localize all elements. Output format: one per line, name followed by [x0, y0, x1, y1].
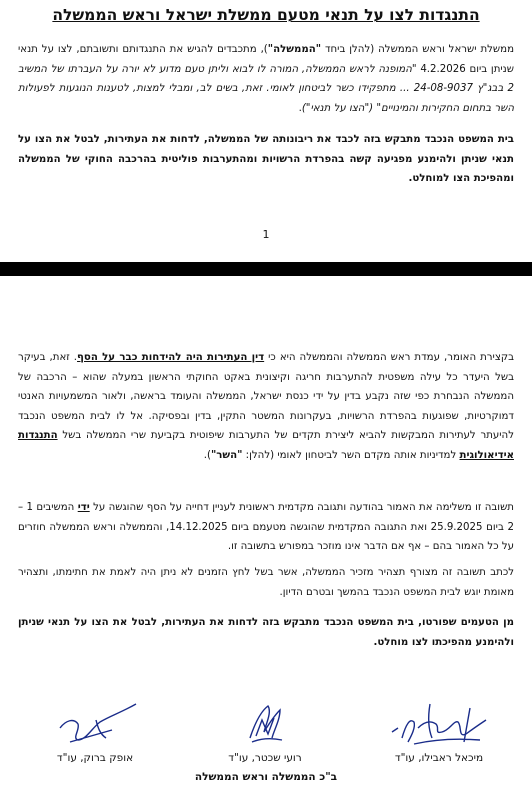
signatory-name: מיכאל ראבילו, עו"ד	[394, 752, 484, 764]
request-text: בית המשפט הנכבד מתבקש בזה לכבד את ריבונותה של הממשלה, לדחות את העתירות, לבטל את הצו על תנאי שניתן ולהימנע מפגיעה קשה בהפרדת הרשויות ומהתערבות פוליטית בהרכבה החוקי של הממשלה ומהפיכת הצו למוחלט.	[18, 134, 514, 184]
opening-text-a: ממשלת ישראל וראש הממשלה (להלן ביחד	[321, 44, 514, 55]
affidavit-paragraph	[18, 563, 514, 602]
document-page-2	[0, 276, 532, 800]
summary-highlight-dismissal: דין העתירות היה להידחות כבר על הסף	[77, 352, 265, 363]
signatory-name: אופק ברוק, עו"ד	[56, 752, 134, 764]
handwritten-signature-icon	[210, 698, 320, 750]
request-paragraph	[18, 130, 514, 189]
page-number: 1	[262, 228, 270, 241]
page-separator	[0, 262, 532, 276]
supplement-highlight: ידי	[77, 502, 90, 513]
signoff-line: ב"כ הממשלה וראש הממשלה	[194, 771, 338, 783]
supplement-text-a: תשובה זו משלימה את האמור בהודעה ותגובה מקדמית ראשונית לעניין דחייה על הסף שהוגשה על	[89, 502, 514, 513]
signature-block-2	[190, 698, 340, 765]
signature-block-1	[364, 698, 514, 765]
supplement-text-c: המשיבים 1 – 2 ביום 25.9.2025 ואת התגובה המקדמית שהוגשה מטעמם ביום 14.12.2025, והממשלה וראש הממשלה חוזרים על כל האמור בהם – אף אם הדבר אינו מוזכר במפורש בתשובה זו.	[18, 502, 514, 552]
handwritten-signature-icon	[40, 698, 150, 750]
conclusion-text: מן הטעמים שפורטו, בית המשפט הנכבד מתבקש בזה לדחות את העתירות, לבטל את הצו על תנאי שניתן ולהימנע מהפיכתו לצו מוחלט.	[18, 617, 514, 648]
supplement-paragraph	[18, 498, 514, 557]
signature-block-3	[20, 698, 170, 765]
opening-paragraph	[18, 40, 514, 118]
conclusion-paragraph	[18, 613, 514, 652]
handwritten-signature-icon	[384, 698, 494, 750]
summary-highlight-ideological: התנגדות אידיאולוגית	[18, 430, 514, 461]
summary-text-e: למדיניות אותה מקדם השר לביטחון לאומי (להלן:	[242, 449, 460, 461]
signatory-name: רועי שכטר, עו"ד	[228, 752, 302, 764]
opening-text-e: .	[298, 102, 302, 114]
summary-text-c: . זאת, בעיקר בשל היעדר כל עילה משפטית להתערבות חריגה וקיצונית באקט החוקתי הראשון במעלה שהוא – הרכבה של הממשלה הנבחרת כפי שזה נקבע בדין על ידי כנסת ישראל, הממשלה והעומד בראשה, ולאור המשמעויות האנטי דמוקרטיות, שפוגעות בהפרדת הרשויות, בעקרונות המשטר התקין, בדין ובפסיקה. אל לו לבית המשפט הנכבד להיעתר לעתירות המבקשות להביא ליצירת תקדים של התערבות שיפוטית בקביעת שרי הממשלה בשל	[18, 352, 514, 441]
summary-paragraph	[18, 348, 514, 465]
order-quote: "המופנה לראש הממשלה, המורה לו לבוא וליתן טעם מדוע לא יורה על העברתו של המשיב 2 בבג"ץ 24-08-9037 ... מתפקידו כשר לביטחון לאומי. זאת, בשים לב, ומבלי למצות, לטענות הנוגעות לפעולות השר בתחום החקירות והמינויים" ("הצו על תנאי")	[18, 63, 514, 114]
summary-term-minister: "השר"	[210, 449, 243, 461]
affidavit-text: לכתב תשובה זה מצורף תצהיר מזכיר הממשלה, אשר בשל לחץ הזמנים לא ניתן היה לאמת את חתימתו, ותצהיר מאומת יוגש לבית המשפט הנכבד בהמשך ובטרם הדיון.	[18, 567, 514, 598]
document-page-1	[0, 0, 532, 262]
summary-text-g: ).	[203, 449, 211, 461]
opening-text-c: ), מתכבדים להגיש את התנגדותם ותשובתם, לצו על תנאי שניתן ביום 4.2.2026	[18, 44, 514, 75]
document-title: התנגדות לצו על תנאי מטעם ממשלת ישראל וראש הממשלה	[52, 6, 480, 24]
summary-text-a: בקצירת האומר, עמדת ראש הממשלה והממשלה היא כי	[264, 352, 514, 363]
opening-term-government: "הממשלה"	[267, 44, 322, 55]
